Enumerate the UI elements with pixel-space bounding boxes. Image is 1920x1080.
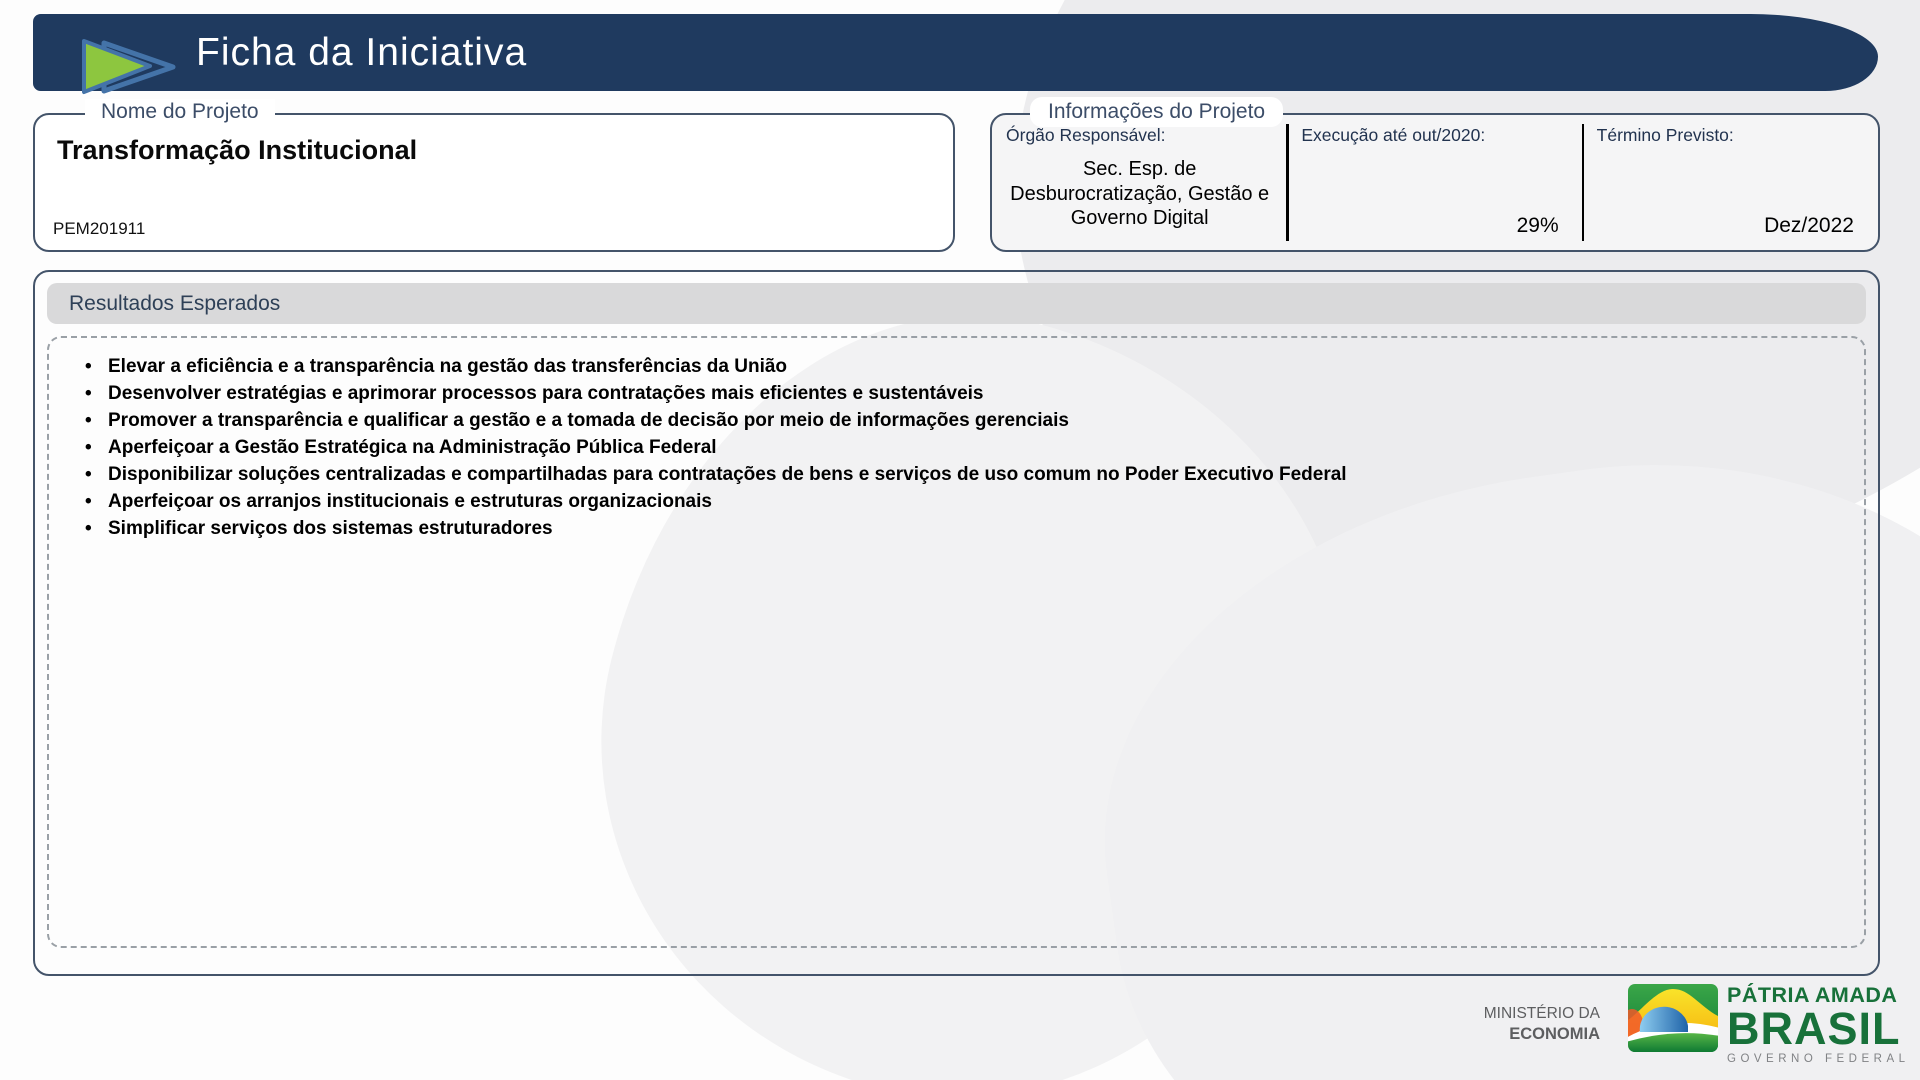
expected-result-item: • Aperfeiçoar a Gestão Estratégica na Administração Pública Federal [83, 434, 1814, 461]
expected-result-item: • Disponibilizar soluções centralizadas e compartilhadas para contratações de bens e serviços de uso comum no Poder Executivo Federal [83, 461, 1814, 488]
page-title: Ficha da Iniciativa [196, 30, 528, 74]
project-code: PEM201911 [53, 219, 146, 238]
info-label: Término Previsto: [1596, 125, 1734, 145]
info-column-execucao [1287, 115, 1582, 250]
info-value: Sec. Esp. de Desburocratização, Gestão e Governo Digital [1010, 158, 1270, 230]
info-label: Órgão Responsável: [1006, 125, 1166, 145]
expected-result-item: • Simplificar serviços dos sistemas estruturadores [83, 515, 1814, 542]
expected-result-item: • Promover a transparência e qualificar a gestão e a tomada de decisão por meio de informações gerenciais [83, 407, 1814, 434]
expected-results-header [47, 283, 1866, 324]
patria-amada-brasil-logo [1727, 983, 1910, 1065]
brand-line1: PÁTRIA AMADA [1727, 983, 1898, 1007]
project-name-box-label: Nome do Projeto [85, 99, 275, 125]
brazil-flag-logo-icon [1628, 984, 1718, 1052]
play-triangles-icon [77, 39, 179, 95]
expected-results-title: Resultados Esperados [69, 291, 281, 315]
ministry-line2: ECONOMIA [1509, 1025, 1600, 1043]
expected-result-item: • Aperfeiçoar os arranjos institucionais e estruturas organizacionais [83, 488, 1814, 515]
expected-results-list [49, 353, 1864, 542]
info-label: Execução até out/2020: [1301, 125, 1486, 145]
project-info-box-label: Informações do Projeto [1030, 97, 1283, 127]
expected-result-item: • Desenvolver estratégias e aprimorar processos para contratações mais eficientes e sustentáveis [83, 380, 1814, 407]
ministry-line1: MINISTÉRIO DA [1483, 1005, 1600, 1022]
project-name: Transformação Institucional [57, 135, 418, 165]
project-info-box [990, 100, 1880, 252]
header-band [33, 14, 1878, 91]
info-column-termino [1583, 115, 1878, 250]
expected-result-item: • Elevar a eficiência e a transparência na gestão das transferências da União [83, 353, 1814, 380]
info-column-orgao [992, 115, 1287, 250]
project-name-box [33, 100, 955, 252]
brand-line2: BRASIL [1727, 1003, 1901, 1054]
ministry-logo-text [1448, 1004, 1600, 1044]
expected-results-box [33, 270, 1880, 976]
info-value: Dez/2022 [1764, 214, 1854, 237]
brand-line3: GOVERNO FEDERAL [1727, 1053, 1910, 1065]
expected-results-content-area [47, 336, 1866, 948]
info-value: 29% [1516, 214, 1559, 237]
